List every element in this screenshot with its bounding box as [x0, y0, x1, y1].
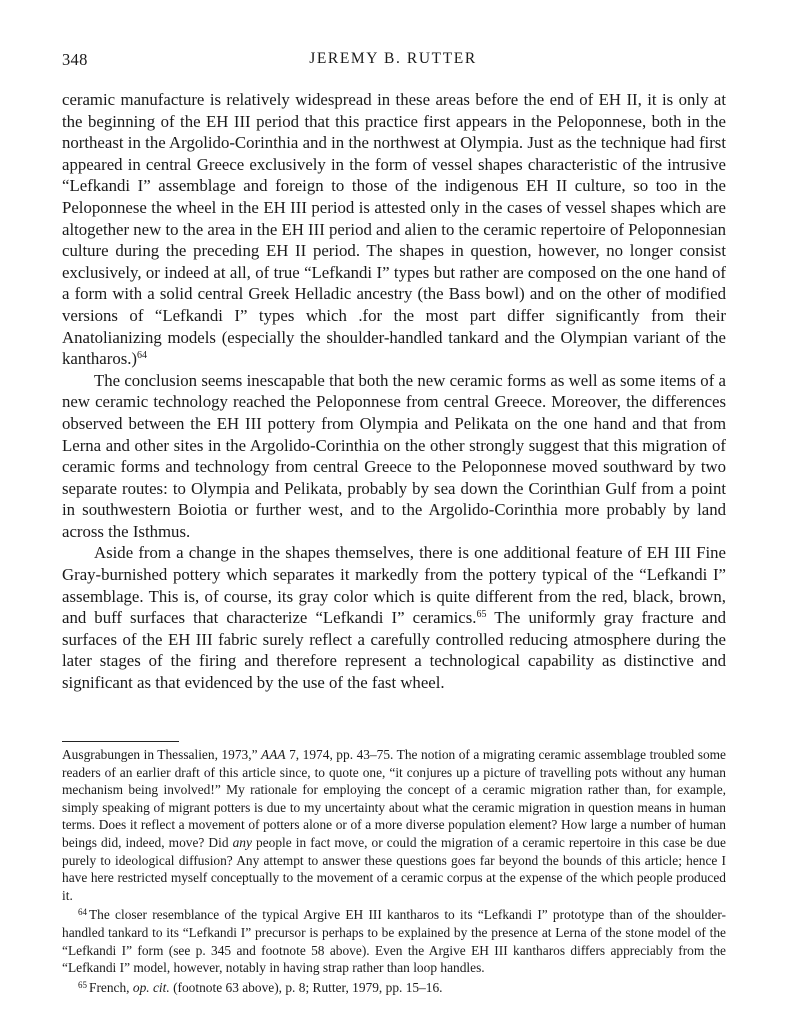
footnote-text: The closer resemblance of the typical Argive EH III kantharos to its “Lefkandi I” prototype than of the shoulder-handled tankard to its “Lefkandi I” precursor is perhaps to be explained by the presence at Lerna of the stone model of the “Lefkandi I” form (see p. 345 and footnote 58 above). Even the Argive EH III kantharos differs appreciably from the “Lefkandi I” model, however, notably in having strap rather than loop handles. [62, 907, 726, 976]
footnotes [62, 746, 726, 996]
footnote-number: 65 [78, 979, 87, 990]
emphasis: op. cit. [132, 979, 170, 995]
paragraph [62, 370, 726, 543]
footnote-ref: 64 [137, 350, 148, 362]
footnote-text: (footnote 63 above), p. 8; Rutter, 1979, pp. 15–16. [169, 979, 443, 995]
footnote-65 [62, 977, 726, 997]
footnote-text: Ausgrabungen in Thessalien, 1973,” [62, 747, 262, 762]
footnote-ref: 65 [476, 609, 487, 621]
journal-title: AAA [261, 747, 286, 762]
emphasis: any [232, 834, 252, 850]
main-text [62, 89, 726, 694]
paragraph-text: ceramic manufacture is relatively widespread in these areas before the end of EH II, it is only at the beginning of the EH III period that this practice first appears in the Peloponnese, both in the northeast in the Argolido-Corinthia and in the northwest at Olympia. Just as the technique had first appeared in central Greece exclusively in the form of vessel shapes characteristic of the intrusive “Lefkandi I” assemblage and foreign to those of the indigenous EH II culture, so too in the Peloponnese the wheel in the EH III period is attested only in the cases of vessel shapes which are altogether new to the area in the EH III period and alien to the ceramic repertoire of Peloponnesian culture during the preceding EH II period. The shapes in question, however, no longer consist exclusively, or indeed at all, of true “Lefkandi I” types but rather are composed on the one hand of a form with a solid central Greek Helladic ancestry (the Bass bowl) and on the other of modified versions of “Lefkandi I” types which .for the most part differ significantly from their Anatolianizing models (especially the shoulder-handled tankard and the Olympian variant of the kantharos.) [62, 90, 726, 369]
footnote-continued [62, 746, 726, 904]
footnote-64 [62, 904, 726, 976]
footnote-text: French, [89, 979, 133, 995]
footnote-rule [62, 741, 179, 742]
footnote-text: 7, 1974, pp. 43–75. The notion of a migrating ceramic assemblage troubled some readers of an earlier draft of this article since, to quote one, “it conjures up a picture of travelling pots without any human mechanism being involved!” My rationale for employing the concept of a ceramic migration rather than, for example, simply speaking of migrant potters is due to my uncertainty about what the ceramic migration in question means in human terms. Does it reflect a movement of potters alone or of a more diverse population element? How large a number of human beings did, indeed, move? Did [62, 747, 726, 850]
paragraph-text: Aside from a change in the shapes themselves, there is one additional feature of EH III Fine Gray-burnished pottery which separates it markedly from the pottery typical of the “Lefkandi I” assemblage. This is, of course, its gray color which is quite different from the red, black, brown, and buff surfaces that characterize “Lefkandi I” ceramics. [62, 543, 726, 628]
running-head: JEREMY B. RUTTER [309, 50, 477, 67]
footnote-text: people in fact move, or could the migration of a ceramic repertoire in this case be due purely to ideological diffusion? Any attempt to answer these questions goes far beyond the bounds of this article; hence I have here restricted myself conceptually to the movement of a ceramic corpus at the expense of the which people produced it. [62, 834, 726, 903]
page-number: 348 [62, 50, 88, 69]
page-header [62, 50, 724, 76]
footnote-number: 64 [78, 907, 87, 918]
paragraph [62, 89, 726, 370]
paragraph [62, 542, 726, 693]
paragraph-text: The uniformly gray fracture and surfaces of the EH III fabric surely reflect a carefully controlled reducing atmosphere during the later stages of the firing and therefore represent a technological capability as distinctive and significant as that evidenced by the use of the fast wheel. [62, 608, 727, 693]
paragraph-text: The conclusion seems inescapable that both the new ceramic forms as well as some items of a new ceramic technology reached the Peloponnese from central Greece. Moreover, the differences observed between the EH III pottery from Olympia and Pelikata on the one hand and that from Lerna and other sites in the Argolido-Corinthia on the other strongly suggest that this migration of ceramic forms and technology from central Greece to the Peloponnese moved southward by two separate routes: to Olympia and Pelikata, probably by sea down the Corinthian Gulf from a point in southwestern Boiotia or further west, and to the Argolido-Corinthia more probably by land across the Isthmus. [62, 370, 726, 541]
